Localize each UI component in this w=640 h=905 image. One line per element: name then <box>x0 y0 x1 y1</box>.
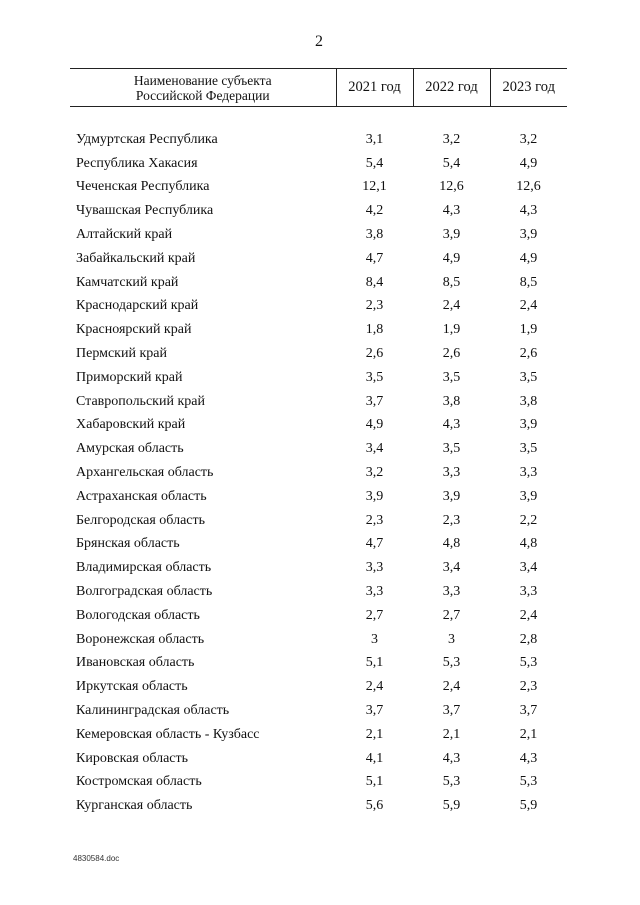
region-name-cell: Удмуртская Республика <box>76 131 218 147</box>
header-region-name-line2: Российской Федерации <box>135 87 270 103</box>
table-row <box>70 675 567 699</box>
value-cell-2023: 4,8 <box>519 536 538 552</box>
value-cell-2021: 2,3 <box>365 298 384 314</box>
region-name-cell: Приморский край <box>76 369 183 385</box>
header-region-name-line1: Наименование субъекта <box>133 72 272 88</box>
region-name-cell: Чеченская Республика <box>76 179 210 195</box>
value-cell-2022: 8,5 <box>442 274 461 290</box>
table-body <box>70 107 567 819</box>
region-name-cell: Кировская область <box>76 750 189 766</box>
region-name-cell: Амурская область <box>76 441 184 457</box>
value-cell-2021: 2,4 <box>365 679 384 695</box>
value-cell-2022: 3,5 <box>442 369 461 385</box>
value-cell-2022: 2,4 <box>442 679 461 695</box>
table-row <box>70 485 567 509</box>
value-cell-2023: 3,9 <box>519 227 538 243</box>
region-name-cell: Калининградская область <box>76 703 230 719</box>
region-name-cell: Кемеровская область - Кузбасс <box>76 726 260 742</box>
value-cell-2021: 4,7 <box>365 250 384 266</box>
value-cell-2022: 3,8 <box>442 393 461 409</box>
table-row <box>70 771 567 795</box>
table-row <box>70 176 567 200</box>
value-cell-2022: 3,2 <box>442 131 461 147</box>
table-row <box>70 366 567 390</box>
value-cell-2023: 3,3 <box>519 465 538 481</box>
table-row <box>70 556 567 580</box>
region-rates-table <box>70 68 567 818</box>
value-cell-2021: 4,7 <box>365 536 384 552</box>
region-name-cell: Курганская область <box>76 798 193 814</box>
value-cell-2021: 2,6 <box>365 346 384 362</box>
region-name-cell: Волгоградская область <box>76 584 213 600</box>
table-row <box>70 414 567 438</box>
region-name-cell: Камчатский край <box>76 274 179 290</box>
region-name-cell: Воронежская область <box>76 631 205 647</box>
value-cell-2023: 2,3 <box>519 679 538 695</box>
region-name-cell: Хабаровский край <box>76 417 186 433</box>
value-cell-2021: 2,1 <box>365 726 384 742</box>
region-name-cell: Брянская область <box>76 536 180 552</box>
table-row <box>70 342 567 366</box>
value-cell-2022: 2,4 <box>442 298 461 314</box>
value-cell-2022: 3,7 <box>442 703 461 719</box>
value-cell-2022: 2,6 <box>442 346 461 362</box>
value-cell-2023: 3,8 <box>519 393 538 409</box>
region-name-cell: Краснодарский край <box>76 298 199 314</box>
value-cell-2021: 5,1 <box>365 774 384 790</box>
value-cell-2021: 12,1 <box>362 179 387 195</box>
value-cell-2023: 2,4 <box>519 298 538 314</box>
value-cell-2023: 3,5 <box>519 441 538 457</box>
table-row <box>70 461 567 485</box>
value-cell-2021: 5,1 <box>365 655 384 671</box>
value-cell-2022: 12,6 <box>439 179 464 195</box>
value-cell-2023: 8,5 <box>519 274 538 290</box>
value-cell-2021: 3,1 <box>365 131 384 147</box>
table-row <box>70 318 567 342</box>
region-name-cell: Забайкальский край <box>76 250 196 266</box>
table-row <box>70 107 567 152</box>
table-row <box>70 199 567 223</box>
value-cell-2023: 4,9 <box>519 155 538 171</box>
value-cell-2023: 3,3 <box>519 584 538 600</box>
value-cell-2022: 4,3 <box>442 203 461 219</box>
region-name-cell: Астраханская область <box>76 488 207 504</box>
value-cell-2021: 1,8 <box>365 322 384 338</box>
region-name-cell: Чувашская Республика <box>76 203 214 219</box>
value-cell-2022: 3,3 <box>442 465 461 481</box>
value-cell-2022: 3,9 <box>442 488 461 504</box>
value-cell-2022: 2,3 <box>442 512 461 528</box>
value-cell-2022: 5,3 <box>442 774 461 790</box>
value-cell-2022: 5,3 <box>442 655 461 671</box>
header-year-2021: 2021 год <box>336 69 413 107</box>
table-row <box>70 580 567 604</box>
value-cell-2023: 5,3 <box>519 774 538 790</box>
table-row <box>70 794 567 818</box>
value-cell-2022: 3,9 <box>442 227 461 243</box>
table-row <box>70 295 567 319</box>
value-cell-2021: 4,1 <box>365 750 384 766</box>
value-cell-2021: 5,4 <box>365 155 384 171</box>
value-cell-2023: 2,8 <box>519 631 538 647</box>
header-region-name <box>70 69 336 107</box>
table-row <box>70 652 567 676</box>
table-row <box>70 533 567 557</box>
region-name-cell: Костромская область <box>76 774 202 790</box>
table-header-row <box>70 69 567 107</box>
value-cell-2023: 4,3 <box>519 203 538 219</box>
value-cell-2021: 3,7 <box>365 703 384 719</box>
value-cell-2021: 3,5 <box>365 369 384 385</box>
value-cell-2023: 2,6 <box>519 346 538 362</box>
value-cell-2022: 5,4 <box>442 155 461 171</box>
region-name-cell: Вологодская область <box>76 607 200 623</box>
page-number: 2 <box>315 33 323 50</box>
value-cell-2022: 3,4 <box>442 560 461 576</box>
table-row <box>70 747 567 771</box>
table-row <box>70 723 567 747</box>
value-cell-2023: 4,9 <box>519 250 538 266</box>
footer-filename: 4830584.doc <box>73 854 120 863</box>
value-cell-2022: 3 <box>448 631 455 647</box>
value-cell-2021: 8,4 <box>365 274 384 290</box>
value-cell-2023: 3,9 <box>519 417 538 433</box>
value-cell-2022: 3,3 <box>442 584 461 600</box>
region-name-cell: Ставропольский край <box>76 393 205 409</box>
value-cell-2023: 2,4 <box>519 607 538 623</box>
value-cell-2021: 3,2 <box>365 465 384 481</box>
table-row <box>70 223 567 247</box>
value-cell-2023: 5,9 <box>519 798 538 814</box>
region-name-cell: Белгородская область <box>76 512 206 528</box>
region-name-cell: Владимирская область <box>76 560 212 576</box>
table-row <box>70 247 567 271</box>
value-cell-2021: 3,9 <box>365 488 384 504</box>
value-cell-2023: 3,2 <box>519 131 538 147</box>
region-name-cell: Красноярский край <box>76 322 192 338</box>
value-cell-2021: 3,3 <box>365 584 384 600</box>
table-row <box>70 699 567 723</box>
value-cell-2022: 4,8 <box>442 536 461 552</box>
value-cell-2021: 3,4 <box>365 441 384 457</box>
header-year-2022: 2022 год <box>413 69 490 107</box>
value-cell-2023: 3,7 <box>519 703 538 719</box>
table-row <box>70 271 567 295</box>
value-cell-2022: 3,5 <box>442 441 461 457</box>
region-name-cell: Иркутская область <box>76 679 188 695</box>
region-name-cell: Архангельская область <box>76 465 214 481</box>
value-cell-2022: 4,3 <box>442 750 461 766</box>
value-cell-2022: 2,7 <box>442 607 461 623</box>
value-cell-2021: 4,9 <box>365 417 384 433</box>
value-cell-2021: 2,7 <box>365 607 384 623</box>
value-cell-2021: 4,2 <box>365 203 384 219</box>
value-cell-2023: 3,4 <box>519 560 538 576</box>
value-cell-2022: 2,1 <box>442 726 461 742</box>
value-cell-2023: 12,6 <box>516 179 541 195</box>
value-cell-2023: 2,2 <box>519 512 538 528</box>
table-row <box>70 152 567 176</box>
table-row <box>70 437 567 461</box>
table-row <box>70 604 567 628</box>
region-name-cell: Пермский край <box>76 346 167 362</box>
table-row <box>70 628 567 652</box>
region-name-cell: Республика Хакасия <box>76 155 198 171</box>
region-name-cell: Ивановская область <box>76 655 195 671</box>
value-cell-2022: 1,9 <box>442 322 461 338</box>
region-name-cell: Алтайский край <box>76 227 173 243</box>
value-cell-2023: 3,9 <box>519 488 538 504</box>
header-year-2023: 2023 год <box>490 69 567 107</box>
value-cell-2022: 4,9 <box>442 250 461 266</box>
value-cell-2023: 3,5 <box>519 369 538 385</box>
value-cell-2021: 3,3 <box>365 560 384 576</box>
table-row <box>70 509 567 533</box>
value-cell-2021: 2,3 <box>365 512 384 528</box>
value-cell-2022: 4,3 <box>442 417 461 433</box>
value-cell-2022: 5,9 <box>442 798 461 814</box>
value-cell-2023: 1,9 <box>519 322 538 338</box>
value-cell-2021: 3 <box>371 631 378 647</box>
value-cell-2021: 3,7 <box>365 393 384 409</box>
value-cell-2023: 5,3 <box>519 655 538 671</box>
value-cell-2023: 4,3 <box>519 750 538 766</box>
value-cell-2021: 3,8 <box>365 227 384 243</box>
region-rates-table-container <box>70 68 567 818</box>
table-row <box>70 390 567 414</box>
value-cell-2023: 2,1 <box>519 726 538 742</box>
value-cell-2021: 5,6 <box>365 798 384 814</box>
